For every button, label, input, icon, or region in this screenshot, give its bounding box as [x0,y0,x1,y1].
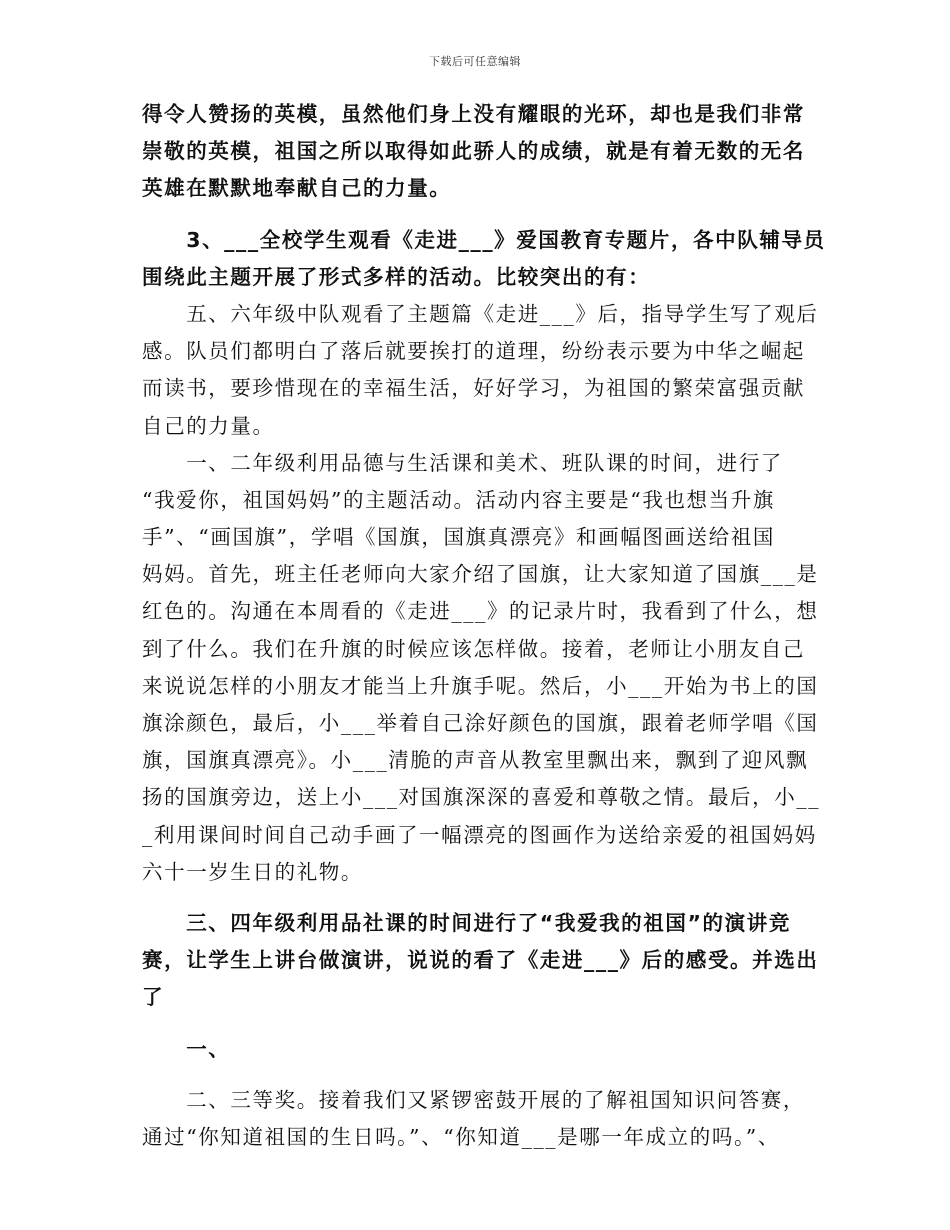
text-line: 到了什么。我们在升旗的时候应该怎样做。接着，老师让小朋友自己 [142,636,805,661]
paragraph-grade-5-6 [142,296,822,445]
paragraph-quiz [142,1082,822,1156]
text-line: 来说说怎样的小朋友才能当上升旗手呢。然后，小___开始为书上的国 [142,673,819,698]
text-line: 得令人赞扬的英模，虽然他们身上没有耀眼的光环，却也是我们非常 [142,102,805,126]
text-line: 手”、“画国旗”，学唱《国旗，国旗真漂亮》和画幅图画送给祖国 [142,525,775,550]
text-line: 旗，国旗真漂亮》。小___清脆的声音从教室里飘出来，飘到了迎风飘 [142,748,809,773]
paragraph-first-prize [142,1031,822,1068]
text-line: “我爱你，祖国妈妈”的主题活动。活动内容主要是“我也想当升旗 [142,487,775,512]
text-line: 妈妈。首先，班主任老师向大家介绍了国旗，让大家知道了国旗___是 [142,562,819,587]
text-line: 赛，让学生上讲台做演讲，说说的看了《走进___》后的感受。并选出 [142,948,819,973]
text-line: 六十一岁生日的礼物。 [142,859,363,884]
text-line: 通过“你知道祖国的生日吗。”、“你知道___是哪一年成立的吗。”、 [142,1124,780,1149]
paragraph-grade-1-2 [142,445,822,891]
text-line: 二、三等奖。接着我们又紧锣密鼓开展的了解祖国知识问答赛， [142,1087,805,1112]
text-line: _利用课间时间自己动手画了一幅漂亮的图画作为送给亲爱的祖国妈妈 [142,822,817,847]
text-line: 五、六年级中队观看了主题篇《走进___》后，指导学生写了观后 [142,301,819,326]
text-line: 一、 [142,1036,231,1061]
paragraph-item-3 [142,222,826,296]
text-line: 了 [142,985,165,1010]
text-line: 一、二年级利用品德与生活课和美术、班队课的时间，进行了 [142,450,783,475]
text-line: 3、___全校学生观看《走进___》爱国教育专题片，各中队辅导员 [142,227,826,252]
text-line: 围绕此主题开展了形式多样的活动。比较突出的有： [142,264,651,289]
page-header: 下载后可任意编辑 [429,55,521,68]
document-body [142,96,826,1156]
text-line: 感。队员们都明白了落后就要挨打的道理，纷纷表示要为中华之崛起 [142,339,805,364]
text-line: 英雄在默默地奉献自己的力量。 [142,176,452,201]
text-line: 崇敬的英模，祖国之所以取得如此骄人的成绩，就是有着无数的无名 [142,139,805,164]
text-line: 三、四年级利用品社课的时间进行了“我爱我的祖国”的演讲竞 [142,910,791,935]
paragraph-hero-tribute [142,96,822,208]
text-line: 红色的。沟通在本周看的《走进___》的记录片时，我看到了什么，想 [142,599,819,624]
text-line: 扬的国旗旁边，送上小___对国旗深深的喜爱和尊敬之情。最后，小__ [142,785,821,810]
text-line: 自己的力量。 [142,413,275,438]
text-line: 而读书，要珍惜现在的幸福生活，好好学习，为祖国的繁荣富强贡献 [142,376,805,401]
text-line: 旗涂颜色，最后，小___举着自己涂好颜色的国旗，跟着老师学唱《国 [142,711,819,735]
paragraph-grade-3-4 [142,905,822,1017]
